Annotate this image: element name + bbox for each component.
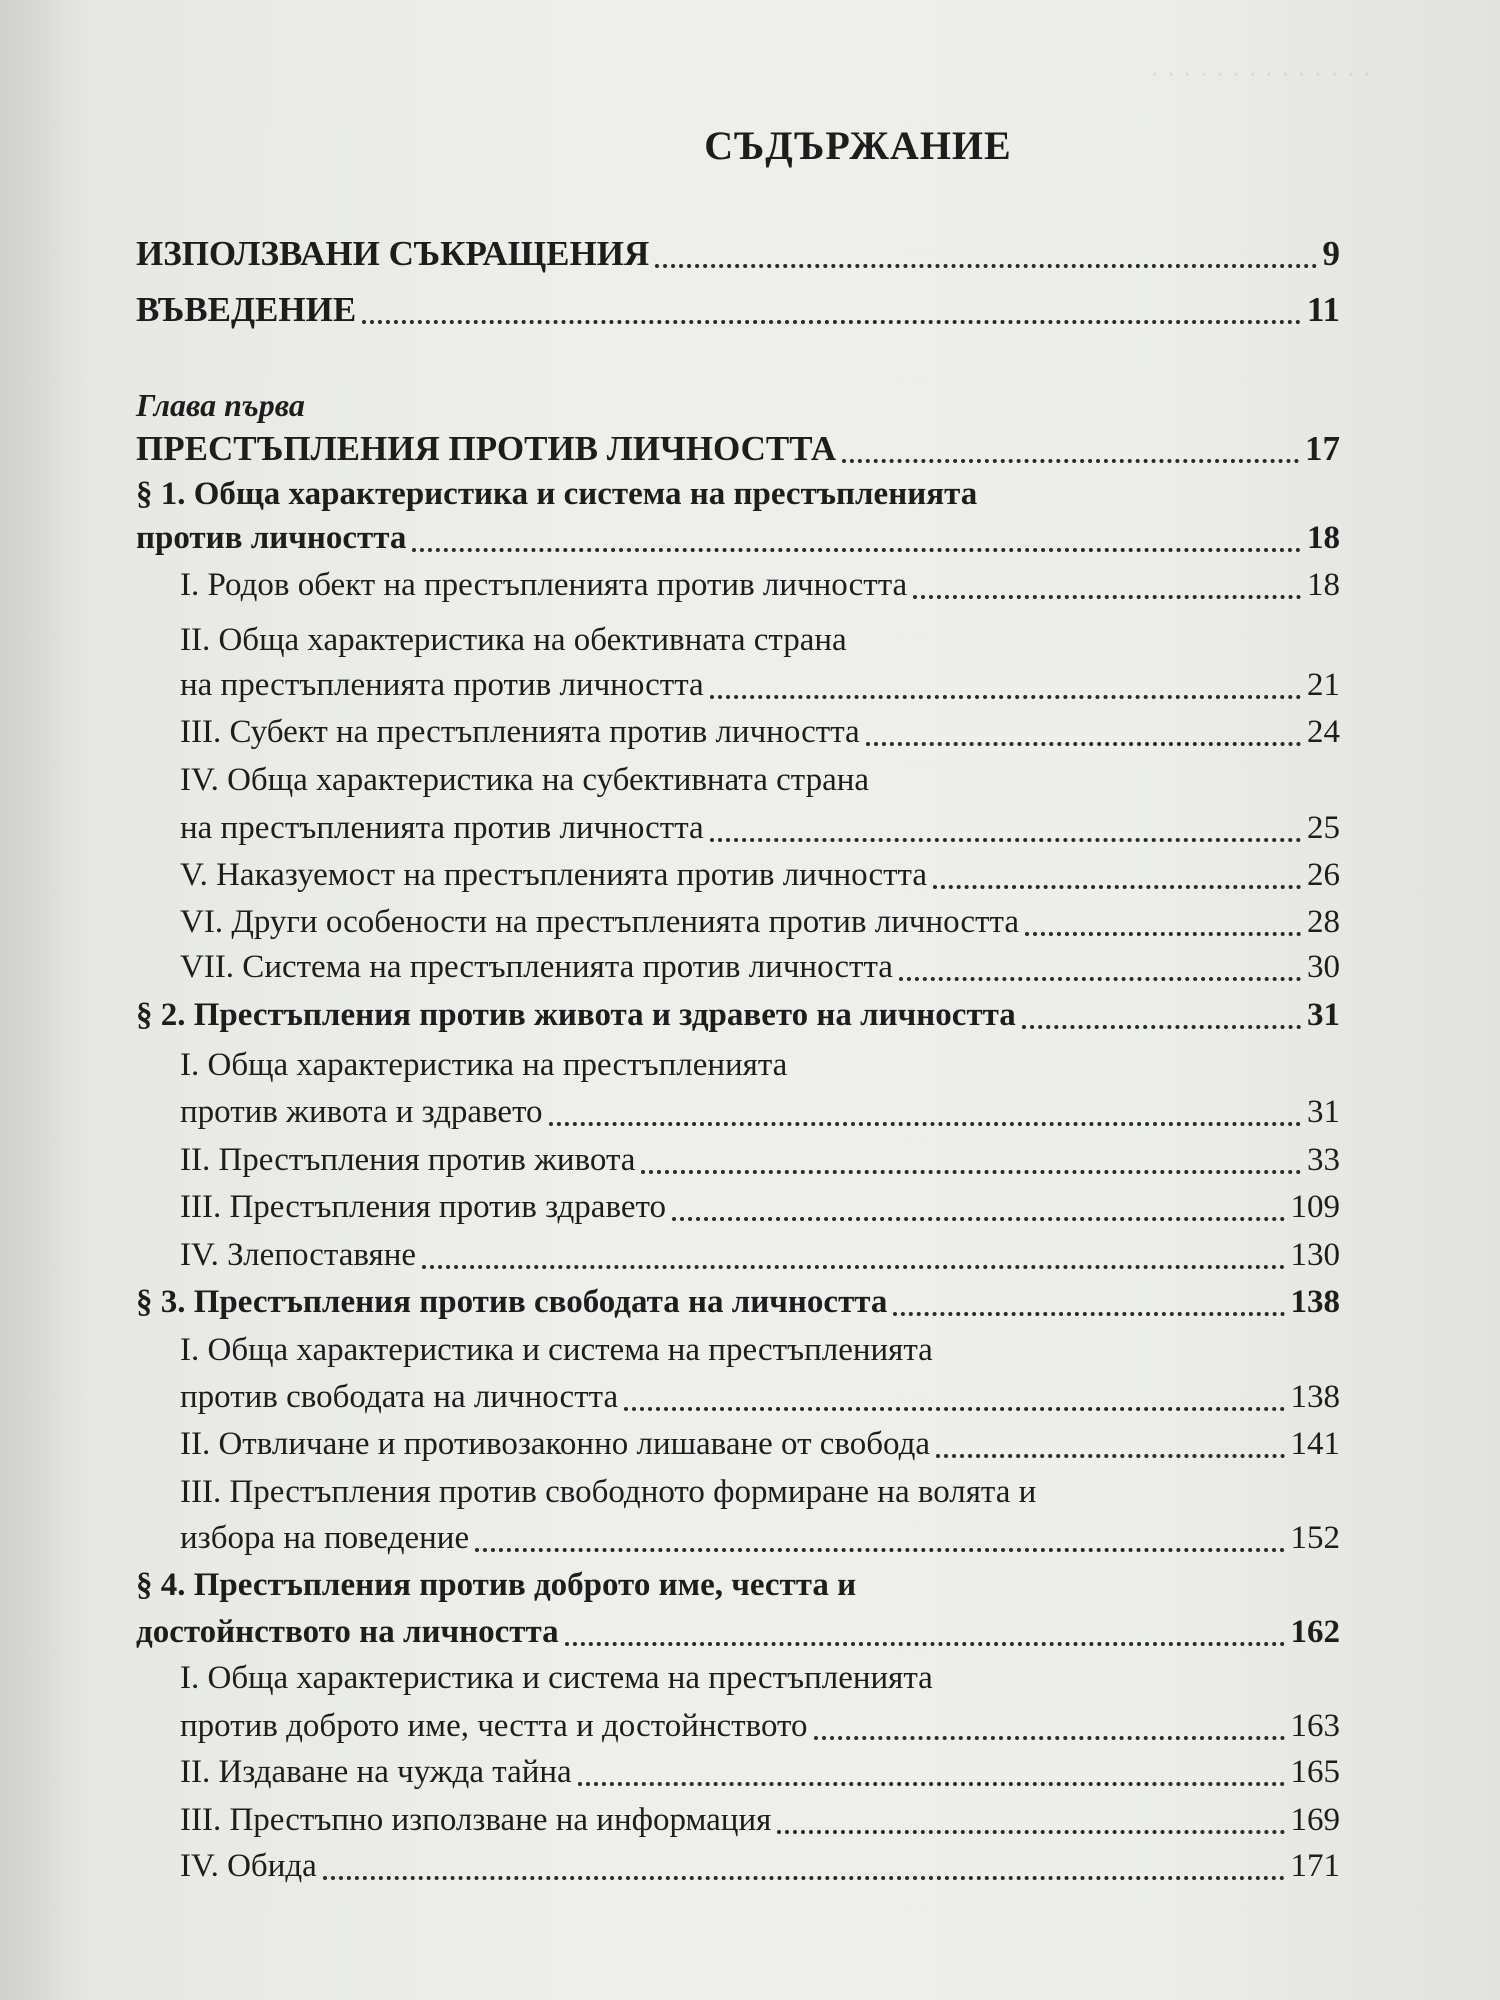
- toc-entry-section: § 3. Престъпления против свободата на личността 138: [136, 1284, 1340, 1320]
- toc-entry-line: I. Обща характеристика на престъпленията: [180, 1047, 788, 1083]
- toc-entry: I. Родов обект на престъпленията против личността 18: [180, 567, 1340, 603]
- toc-entry: II. Престъпления против живота 33: [180, 1142, 1340, 1178]
- toc-entry: II. Отвличане и противозаконно лишаване от свобода 141: [180, 1426, 1340, 1462]
- toc-entry: IV. Злепоставяне 130: [180, 1237, 1340, 1273]
- toc-entry: на престъпленията против личността 25: [180, 810, 1340, 846]
- toc-entry: III. Субект на престъпленията против личността 24: [180, 714, 1340, 750]
- section-heading: § 1. Обща характеристика и система на престъпленията: [136, 476, 978, 512]
- toc-entry-chapter: ПРЕСТЪПЛЕНИЯ ПРОТИВ ЛИЧНОСТТА 17: [136, 429, 1340, 468]
- toc-entry: II. Издаване на чужда тайна 165: [180, 1754, 1340, 1790]
- toc-entry: на престъпленията против личността 21: [180, 667, 1340, 703]
- toc-entry-line: III. Престъпления против свободното формиране на волята и: [180, 1474, 1037, 1510]
- toc-entry: ИЗПОЛЗВАНИ СЪКРАЩЕНИЯ 9: [136, 234, 1340, 273]
- toc-entry-line: I. Обща характеристика и система на престъпленията: [180, 1660, 933, 1696]
- toc-entry: против свободата на личността 138: [180, 1379, 1340, 1415]
- section-heading: § 4. Престъпления против доброто име, честта и: [136, 1567, 857, 1603]
- toc-entry: III. Престъпно използване на информация 169: [180, 1802, 1340, 1838]
- toc-entry-line: II. Обща характеристика на обективната страна: [180, 622, 847, 658]
- toc-entry-section: против личността 18: [136, 520, 1340, 556]
- toc-entry-line: IV. Обща характеристика на субективната страна: [180, 762, 870, 798]
- page-title: СЪДЪРЖАНИЕ: [704, 123, 1012, 168]
- toc-entry: избора на поведение 152: [180, 1520, 1340, 1556]
- toc-entry-section: § 2. Престъпления против живота и здравето на личността 31: [136, 997, 1340, 1033]
- toc-entry: VII. Система на престъпленията против личността 30: [180, 949, 1340, 985]
- bleed-through-text: · · · · · · · · · · · · · ·: [1150, 60, 1372, 91]
- toc-entry: против доброто име, честта и достойнството 163: [180, 1708, 1340, 1744]
- toc-entry: IV. Обида 171: [180, 1848, 1340, 1884]
- toc-entry: III. Престъпления против здравето 109: [180, 1189, 1340, 1225]
- toc-entry-line: I. Обща характеристика и система на престъпленията: [180, 1332, 933, 1368]
- toc-entry: ВЪВЕДЕНИЕ 11: [136, 290, 1340, 329]
- toc-entry-section: достойнството на личността 162: [136, 1614, 1340, 1650]
- toc-entry: VI. Други особености на престъпленията против личността 28: [180, 904, 1340, 940]
- chapter-label: Глава първа: [136, 387, 305, 423]
- toc-entry: против живота и здравето 31: [180, 1094, 1340, 1130]
- toc-entry: V. Наказуемост на престъпленията против личността 26: [180, 857, 1340, 893]
